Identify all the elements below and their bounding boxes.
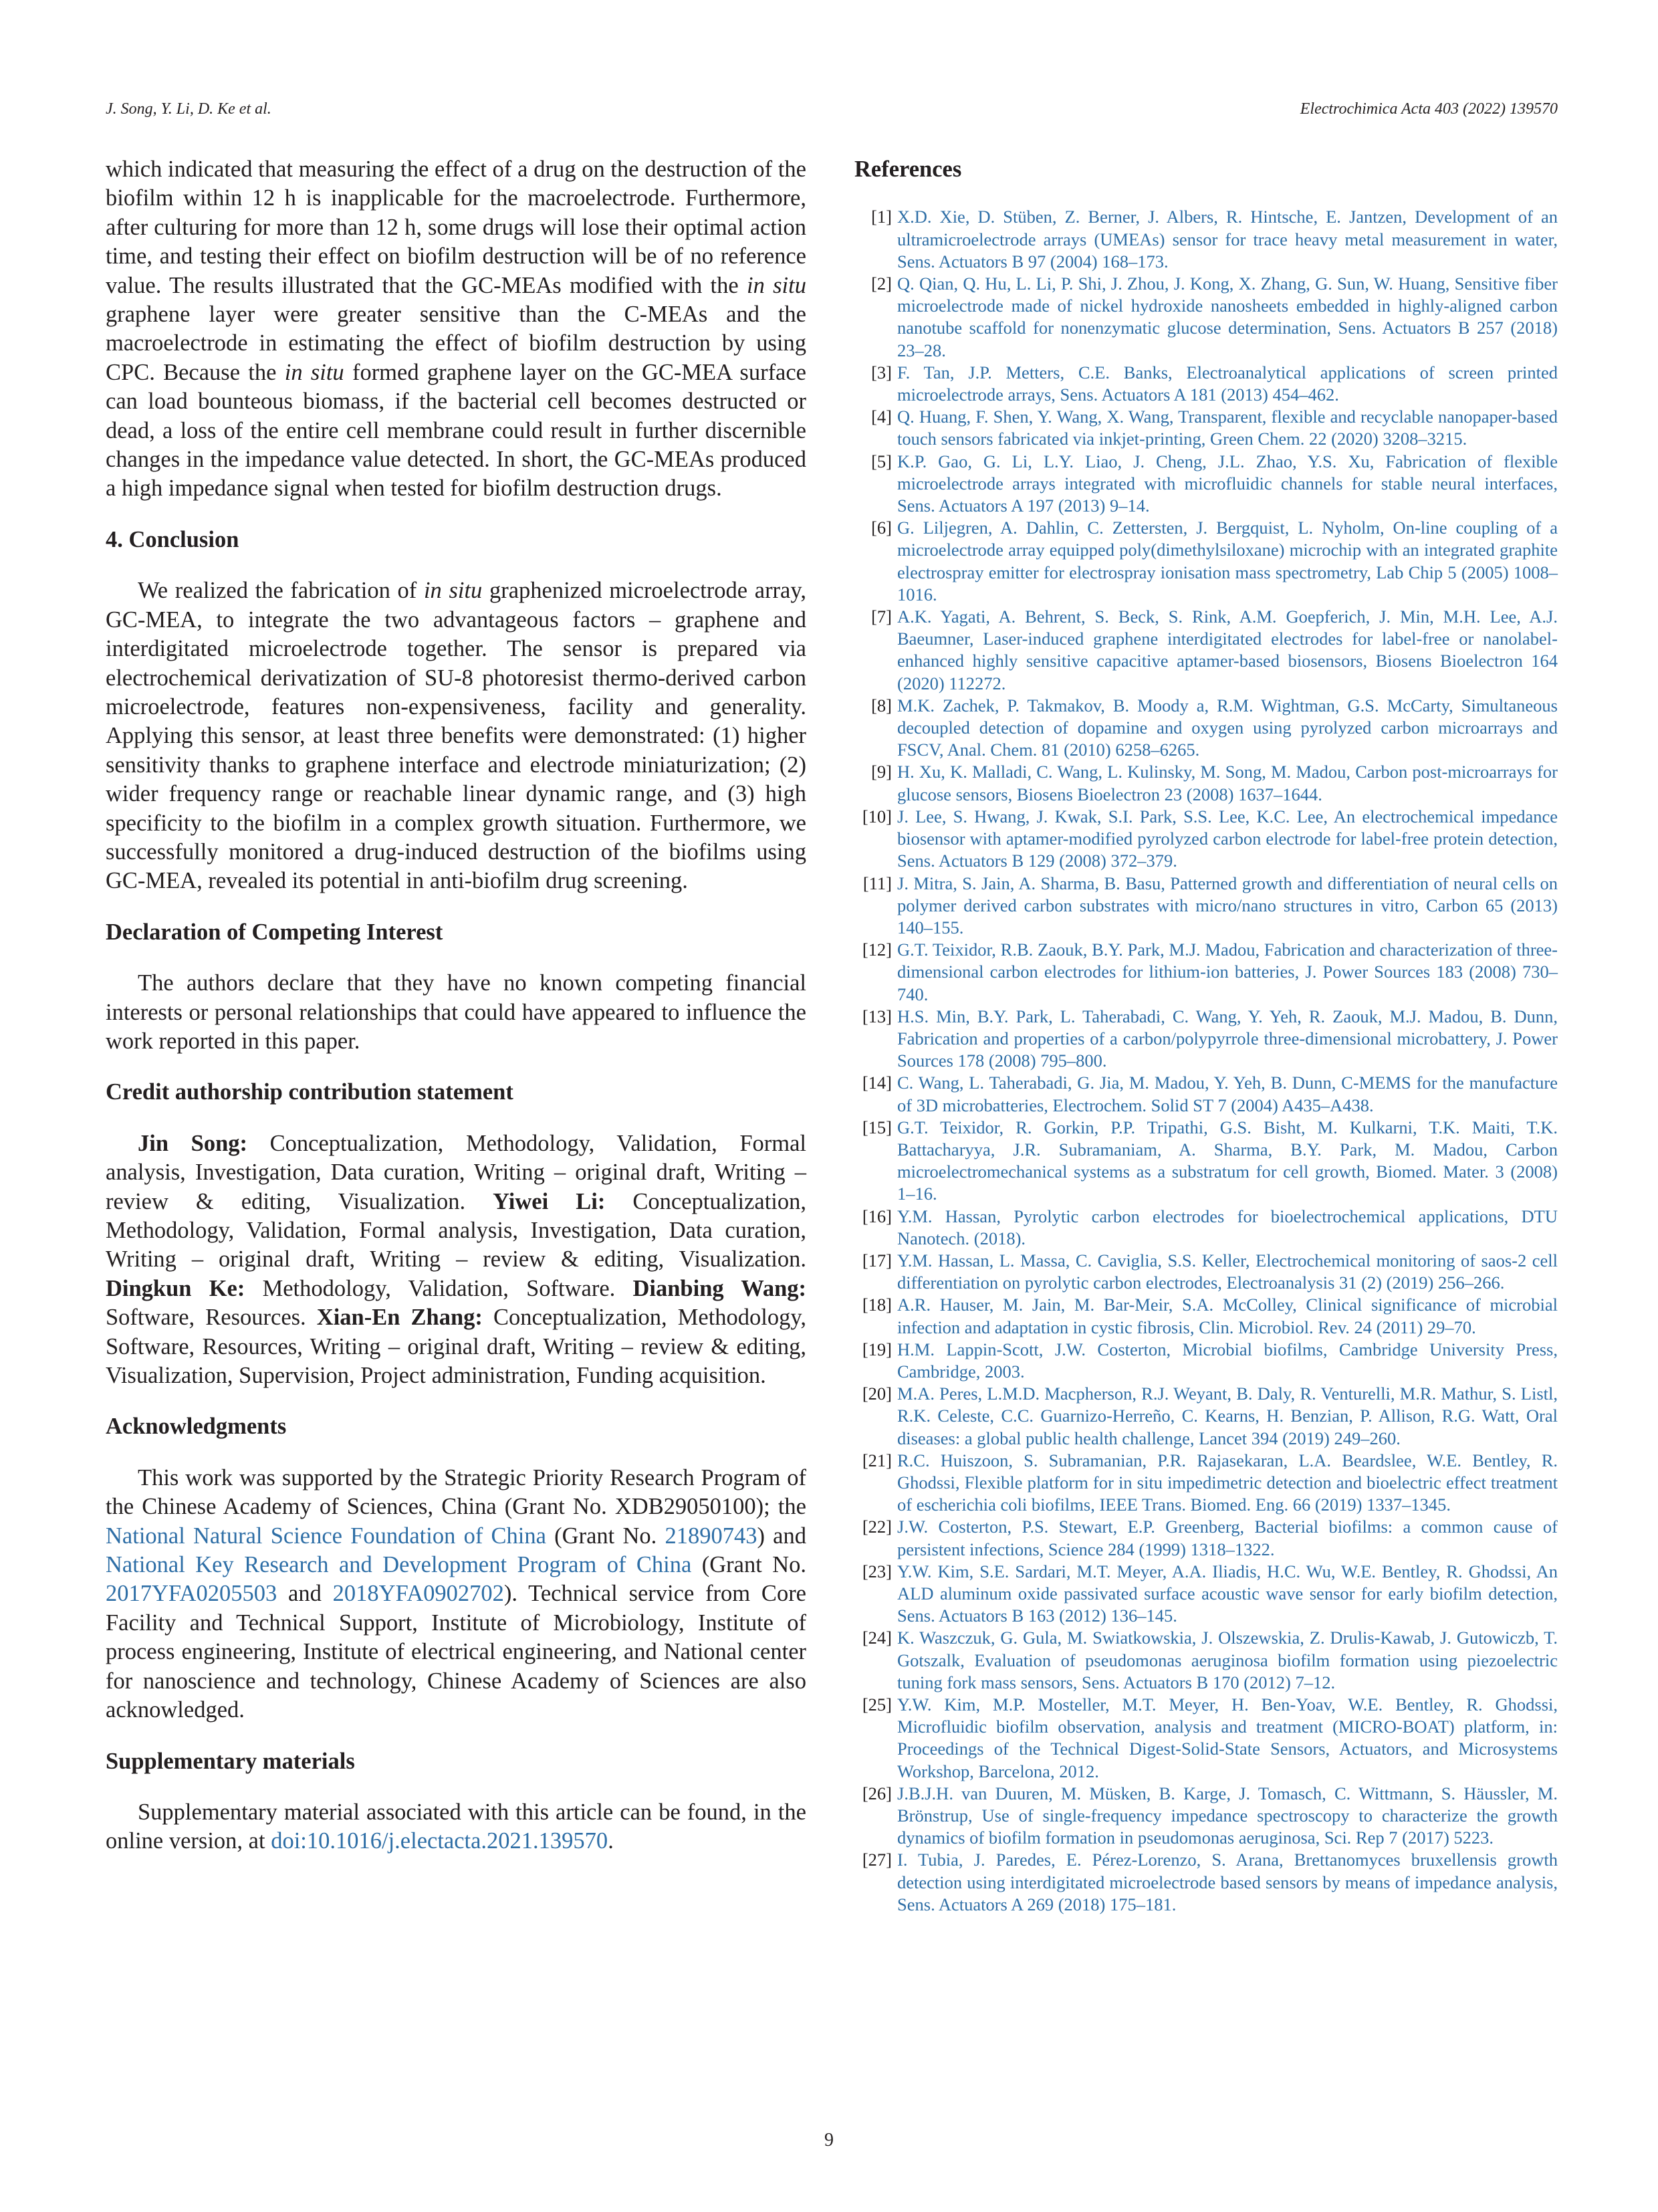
reference-item[interactable] [854, 1117, 1558, 1206]
reference-number: [10] [862, 806, 892, 826]
reference-number: [20] [862, 1384, 892, 1404]
reference-item[interactable] [854, 1339, 1558, 1383]
reference-text[interactable]: G.T. Teixidor, R.B. Zaouk, B.Y. Park, M.J. Madou, Fabrication and characterization of three-dimensional carbon electrodes for lithium-ion batteries, J. Power Sources 183 (2008) 730–740. [897, 939, 1558, 1004]
reference-text[interactable]: Y.W. Kim, M.P. Mosteller, M.T. Meyer, H. Ben-Yoav, W.E. Bentley, R. Ghodssi, Microfluidic biofilm observation, analysis and treatment (MICRO-BOAT) platform, in: Proceedings of the Technical Digest-Solid-State Sensors, Actuators, and Microsystems Workshop, Barcelona, 2012. [897, 1694, 1558, 1781]
reference-text[interactable]: H.S. Min, B.Y. Park, L. Taherabadi, C. Wang, Y. Yeh, R. Zaouk, M.J. Madou, B. Dunn, Fabrication and properties of a carbon/polypyrrole three-dimensional microbattery, J. Power Sources 178 (2008) 795–800. [897, 1006, 1558, 1071]
reference-item[interactable] [854, 362, 1558, 406]
grant-link-21890743[interactable]: 21890743 [665, 1523, 757, 1549]
reference-item[interactable] [854, 1694, 1558, 1783]
reference-text[interactable]: M.K. Zachek, P. Takmakov, B. Moody a, R.M. Wightman, G.S. McCarty, Simultaneous decoupled detection of dopamine and oxygen using pyrolyzed carbon microarrays and FSCV, Anal. Chem. 81 (2010) 6258–6265. [897, 695, 1558, 760]
reference-text[interactable]: M.A. Peres, L.M.D. Macpherson, R.J. Weyant, B. Daly, R. Venturelli, M.R. Mathur, S. Listl, R.K. Celeste, C.C. Guarnizo-Herreño, C. Kearns, H. Benzian, P. Allison, R.G. Watt, Oral diseases: a global public health challenge, Lancet 394 (2019) 249–260. [897, 1384, 1558, 1448]
page-number: 9 [824, 2130, 834, 2150]
reference-number: [15] [862, 1117, 892, 1137]
reference-text[interactable]: J.W. Costerton, P.S. Stewart, E.P. Greenberg, Bacterial biofilms: a common cause of persistent infections, Science 284 (1999) 1318–1322. [897, 1517, 1558, 1559]
acknowledgments-heading: Acknowledgments [106, 1414, 287, 1440]
reference-number: [4] [871, 407, 892, 427]
reference-text[interactable]: H. Xu, K. Malladi, C. Wang, L. Kulinsky, M. Song, M. Madou, Carbon post-microarrays for glucose sensors, Biosens Bioelectron 23 (2008) 1637–1644. [897, 762, 1558, 804]
reference-item[interactable] [854, 1783, 1558, 1850]
running-head [106, 100, 1558, 127]
reference-number: [26] [862, 1783, 892, 1803]
reference-item[interactable] [854, 206, 1558, 273]
reference-number: [6] [871, 518, 892, 538]
reference-text[interactable]: K.P. Gao, G. Li, L.Y. Liao, J. Cheng, J.L. Zhao, Y.S. Xu, Fabrication of flexible microelectrode arrays integrated with microfluidic channels for stable neural interfaces, Sens. Actuators A 197 (2013) 9–14. [897, 451, 1558, 516]
reference-item[interactable] [854, 806, 1558, 873]
reference-number: [24] [862, 1628, 892, 1648]
reference-text[interactable]: X.D. Xie, D. Stüben, Z. Berner, J. Albers, R. Hintsche, E. Jantzen, Development of an ultramicroelectrode arrays (UMEAs) sensor for trace heavy metal measurement in water, Sens. Actuators B 97 (2004) 168–173. [897, 207, 1558, 271]
supplementary-heading: Supplementary materials [106, 1748, 355, 1774]
running-head-authors: J. Song, Y. Li, D. Ke et al. [106, 100, 271, 118]
reference-item[interactable] [854, 873, 1558, 939]
acknowledgments-paragraph: This work was supported by the Strategic Priority Research Program of the Chinese Academy of Sciences, China (Grant No. XDB29050100); the National Natural Science Foundation of China (Grant No. 21890743) and National Key Research and Development Program of China (Grant No. 2017YFA0205503 and 2018YFA0902702). Technical service from Core Facility and Technical Support, Institute of Microbiology, Institute of process engineering, Institute of electrical engineering, and National center for nanoscience and technology, Chinese Academy of Sciences are also acknowledged. [106, 1464, 806, 1723]
reference-text[interactable]: J. Lee, S. Hwang, J. Kwak, S.I. Park, S.S. Lee, K.C. Lee, An electrochemical impedance biosensor with aptamer-modified pyrolyzed carbon electrode for label-free protein detection, Sens. Actuators B 129 (2008) 372–379. [897, 806, 1558, 871]
reference-item[interactable] [854, 1383, 1558, 1450]
left-column [106, 155, 806, 1856]
reference-number: [16] [862, 1206, 892, 1226]
reference-number: [3] [871, 362, 892, 382]
reference-item[interactable] [854, 606, 1558, 695]
reference-text[interactable]: J. Mitra, S. Jain, A. Sharma, B. Basu, Patterned growth and differentiation of neural cells on polymer derived carbon substrates with micro/nano structures in vitro, Carbon 65 (2013) 140–155. [897, 873, 1558, 937]
references-column [854, 155, 1558, 1916]
reference-text[interactable]: Q. Qian, Q. Hu, L. Li, P. Shi, J. Zhou, J. Kong, X. Zhang, G. Sun, W. Huang, Sensitive fiber microelectrode made of nickel hydroxide nanosheets embedded in highly-aligned carbon nanotube scaffold for nonenzymatic glucose determination, Sens. Actuators B 257 (2018) 23–28. [897, 273, 1558, 360]
reference-text[interactable]: I. Tubia, J. Paredes, E. Pérez-Lorenzo, S. Arana, Brettanomyces bruxellensis growth detection using interdigitated microelectrode based sensors by means of impedance analysis, Sens. Actuators A 269 (2018) 175–181. [897, 1850, 1558, 1914]
reference-item[interactable] [854, 1206, 1558, 1250]
competing-interest-heading: Declaration of Competing Interest [106, 919, 443, 945]
reference-text[interactable]: G. Liljegren, A. Dahlin, C. Zettersten, J. Bergquist, L. Nyholm, On-line coupling of a microelectrode array equipped poly(dimethylsiloxane) microchip with an integrated graphite electrospray emitter for electrospray ionisation mass spectrometry, Lab Chip 5 (2005) 1008–1016. [897, 518, 1558, 604]
references-heading: References [854, 156, 962, 182]
reference-number: [12] [862, 939, 892, 960]
reference-text[interactable]: A.R. Hauser, M. Jain, M. Bar-Meir, S.A. McColley, Clinical significance of microbial infection and adaptation in cystic fibrosis, Clin. Microbiol. Rev. 24 (2011) 29–70. [897, 1295, 1558, 1337]
competing-interest-paragraph: The authors declare that they have no known competing financial interests or personal relationships that could have appeared to influence the work reported in this paper. [106, 970, 806, 1054]
supplementary-paragraph: Supplementary material associated with this article can be found, in the online version, at doi:10.1016/j.electacta.2021.139570. [106, 1799, 806, 1854]
reference-text[interactable]: Q. Huang, F. Shen, Y. Wang, X. Wang, Transparent, flexible and recyclable nanopaper-based touch sensors fabricated via inkjet-printing, Green Chem. 22 (2020) 3208–3215. [897, 407, 1558, 449]
doi-link[interactable]: doi:10.1016/j.electacta.2021.139570 [271, 1828, 608, 1854]
grant-link-2017yfa0205503[interactable]: 2017YFA0205503 [106, 1581, 277, 1607]
reference-number: [13] [862, 1006, 892, 1026]
reference-number: [7] [871, 606, 892, 627]
reference-number: [5] [871, 451, 892, 471]
running-head-journal: Electrochimica Acta 403 (2022) 139570 [1300, 100, 1558, 118]
reference-item[interactable] [854, 1250, 1558, 1294]
reference-number: [22] [862, 1517, 892, 1537]
credit-statement-heading: Credit authorship contribution statement [106, 1079, 513, 1105]
reference-number: [14] [862, 1073, 892, 1093]
reference-number: [23] [862, 1561, 892, 1581]
reference-text[interactable]: F. Tan, J.P. Metters, C.E. Banks, Electroanalytical applications of screen printed microelectrode arrays, Sens. Actuators A 181 (2013) 454–462. [897, 362, 1558, 405]
funding-link-nsfc[interactable]: National Natural Science Foundation of China [106, 1523, 546, 1549]
reference-number: [1] [871, 207, 892, 227]
reference-item[interactable] [854, 1072, 1558, 1116]
reference-item[interactable] [854, 1450, 1558, 1517]
reference-number: [25] [862, 1694, 892, 1715]
reference-number: [9] [871, 762, 892, 782]
reference-number: [21] [862, 1450, 892, 1470]
reference-item[interactable] [854, 517, 1558, 606]
reference-text[interactable]: K. Waszczuk, G. Gula, M. Swiatkowskia, J. Olszewskia, Z. Drulis-Kawab, J. Gutowiczb, T. Gotszalk, Evaluation of pseudomonas aeruginosa biofilm formation using piezoelectric tuning fork mass sensors, Sens. Actuators B 170 (2012) 7–12. [897, 1628, 1558, 1692]
reference-number: [2] [871, 273, 892, 294]
reference-item[interactable] [854, 1294, 1558, 1338]
reference-text[interactable]: J.B.J.H. van Duuren, M. Müsken, B. Karge, J. Tomasch, C. Wittmann, S. Häussler, M. Brönstrup, Use of single-frequency impedance spectroscopy to characterize the growth dynamics of biofilm formation in pseudomonas aeruginosa, Sci. Rep 7 (2017) 5223. [897, 1783, 1558, 1848]
reference-item[interactable] [854, 1516, 1558, 1560]
reference-number: [18] [862, 1295, 892, 1315]
grant-link-2018yfa0902702[interactable]: 2018YFA0902702 [332, 1581, 504, 1607]
reference-item[interactable] [854, 761, 1558, 805]
reference-text[interactable]: A.K. Yagati, A. Behrent, S. Beck, S. Rink, A.M. Goepferich, J. Min, M.H. Lee, A.J. Baeumner, Laser-induced graphene interdigitated electrodes for label-free or nanolabel-enhanced highly sensitive capacitive aptamer-based biosensors, Biosens Bioelectron 164 (2020) 112272. [897, 606, 1558, 693]
references-list [854, 206, 1558, 1916]
reference-number: [11] [862, 873, 892, 893]
reference-item[interactable] [854, 273, 1558, 362]
reference-item[interactable] [854, 1627, 1558, 1694]
reference-number: [8] [871, 695, 892, 715]
reference-item[interactable] [854, 695, 1558, 762]
reference-text[interactable]: G.T. Teixidor, R. Gorkin, P.P. Tripathi, G.S. Bisht, M. Kulkarni, T.K. Maiti, T.K. Battacharyya, J.R. Subramaniam, A. Sharma, B.Y. Park, M. Madou, Carbon microelectromechanical systems as a substratum for cell growth, Biomed. Mater. 3 (2008) 1–16. [897, 1117, 1558, 1204]
conclusion-heading: 4. Conclusion [106, 526, 239, 552]
conclusion-paragraph: We realized the fabrication of in situ graphenized microelectrode array, GC-MEA, to integrate the two advantageous factors – graphene and interdigitated microelectrode together. The sensor is prepared via electrochemical derivatization of SU-8 photoresist thermo-derived carbon microelectrode, features non-expensiveness, facility and generality. Applying this sensor, at least three benefits were demonstrated: (1) higher sensitivity thanks to graphene interface and electrode miniaturization; (2) wider frequency range or reachable linear dynamic range, and (3) high specificity to the biofilm in a complex growth situation. Furthermore, we successfully monitored a drug-induced destruction of the biofilms using GC-MEA, revealed its potential in anti-biofilm drug screening. [106, 578, 806, 894]
reference-text[interactable]: R.C. Huiszoon, S. Subramanian, P.R. Rajasekaran, L.A. Beardslee, W.E. Bentley, R. Ghodssi, Flexible platform for in situ impedimetric detection and bioelectric effect treatment of escherichia coli biofilms, IEEE Trans. Biomed. Eng. 66 (2019) 1337–1345. [897, 1450, 1558, 1515]
reference-item[interactable] [854, 406, 1558, 450]
reference-item[interactable] [854, 1006, 1558, 1073]
reference-number: [27] [862, 1850, 892, 1870]
reference-number: [19] [862, 1339, 892, 1359]
reference-text[interactable]: C. Wang, L. Taherabadi, G. Jia, M. Madou, Y. Yeh, B. Dunn, C-MEMS for the manufacture of 3D microbatteries, Electrochem. Solid ST 7 (2004) A435–A438. [897, 1073, 1558, 1115]
funding-link-nkrdp[interactable]: National Key Research and Development Program of China [106, 1552, 692, 1578]
reference-text[interactable]: Y.M. Hassan, L. Massa, C. Caviglia, S.S. Keller, Electrochemical monitoring of saos-2 cell differentiation on pyrolytic carbon electrodes, Electroanalysis 31 (2) (2019) 256–266. [897, 1250, 1558, 1293]
reference-item[interactable] [854, 1849, 1558, 1916]
reference-text[interactable]: Y.M. Hassan, Pyrolytic carbon electrodes for bioelectrochemical applications, DTU Nanotech. (2018). [897, 1206, 1558, 1248]
reference-item[interactable] [854, 1561, 1558, 1628]
continuation-paragraph: which indicated that measuring the effect of a drug on the destruction of the biofilm within 12 h is inapplicable for the macroelectrode. Furthermore, after culturing for more than 12 h, some drugs will lose their optimal action time, and testing their effect on biofilm destruction will be of no reference value. The results illustrated that the GC-MEAs modified with the in situ graphene layer were greater sensitive than the C-MEAs and the macroelectrode in estimating the effect of biofilm destruction by using CPC. Because the in situ formed graphene layer on the GC-MEA surface can load bounteous biomass, if the bacterial cell becomes destructed or dead, a loss of the entire cell membrane could result in further discernible changes in the impedance value detected. In short, the GC-MEAs produced a high impedance signal when tested for biofilm destruction drugs. [106, 156, 806, 502]
reference-text[interactable]: Y.W. Kim, S.E. Sardari, M.T. Meyer, A.A. Iliadis, H.C. Wu, W.E. Bentley, R. Ghodssi, An ALD aluminum oxide passivated surface acoustic wave sensor for early biofilm detection, Sens. Actuators B 163 (2012) 136–145. [897, 1561, 1558, 1626]
credit-statement-paragraph: Jin Song: Conceptualization, Methodology, Validation, Formal analysis, Investigation, Data curation, Writing – original draft, Writing – review & editing, Visualization. Yiwei Li: Conceptualization, Methodology, Validation, Formal analysis, Investigation, Data curation, Writing – original draft, Writing – review & editing, Visualization. Dingkun Ke: Methodology, Validation, Software. Dianbing Wang: Software, Resources. Xian-En Zhang: Conceptualization, Methodology, Software, Resources, Writing – original draft, Writing – review & editing, Visualization, Supervision, Project administration, Funding acquisition. [106, 1130, 807, 1389]
reference-item[interactable] [854, 939, 1558, 1006]
reference-number: [17] [862, 1250, 892, 1270]
reference-text[interactable]: H.M. Lappin-Scott, J.W. Costerton, Microbial biofilms, Cambridge University Press, Cambridge, 2003. [897, 1339, 1558, 1381]
reference-item[interactable] [854, 451, 1558, 518]
